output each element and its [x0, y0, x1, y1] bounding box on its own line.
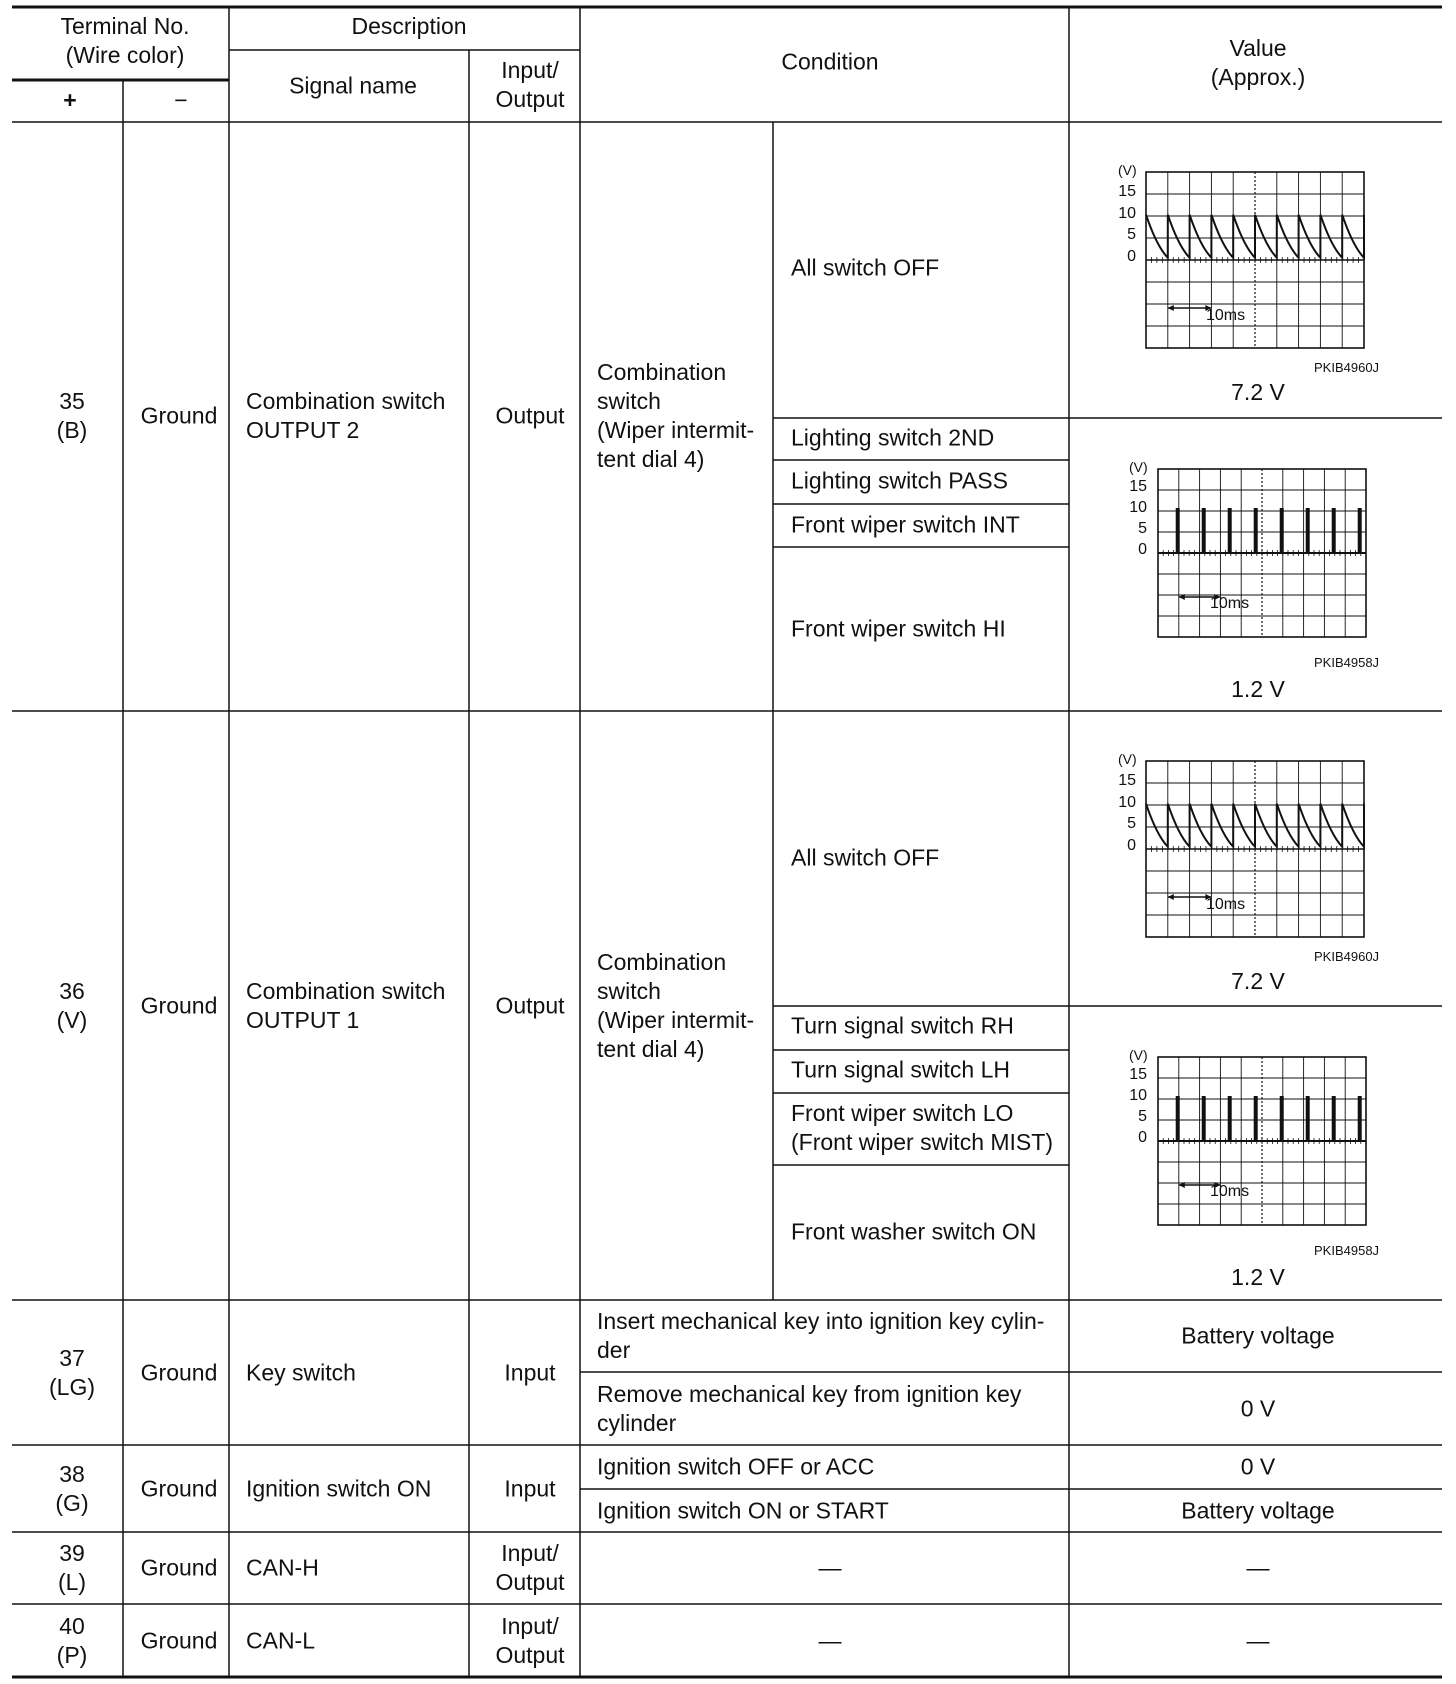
sub-35-lighting-2nd: Lighting switch 2ND — [791, 424, 995, 451]
waveform-tick: 10 — [1118, 205, 1136, 222]
io-37: Input — [504, 1359, 556, 1386]
waveform-code: PKIB4958J — [1314, 1243, 1380, 1258]
waveform-tick: 0 — [1138, 541, 1147, 558]
waveform-tick: 0 — [1127, 248, 1136, 265]
signal-36: Combination switch OUTPUT 1 — [246, 978, 446, 1033]
condition-37-insert: Insert mechanical key into ignition key cylin- der — [597, 1308, 1045, 1363]
sub-35-wiper-int: Front wiper switch INT — [791, 511, 1020, 538]
ground-37: Ground — [140, 1359, 218, 1386]
io-38: Input — [504, 1475, 556, 1502]
waveform-period: 10ms — [1206, 896, 1246, 913]
header-input-output: Input/ Output — [495, 57, 565, 112]
waveform-period: 10ms — [1210, 1183, 1250, 1200]
io-36: Output — [495, 992, 565, 1019]
terminal-38: 38 (G) — [55, 1461, 89, 1516]
ground-35: Ground — [140, 402, 218, 429]
waveform-tick: 0 — [1138, 1129, 1147, 1146]
condition-38-off: Ignition switch OFF or ACC — [597, 1453, 875, 1480]
value-38-off: 0 V — [1240, 1453, 1276, 1480]
sub-36-turn-lh: Turn signal switch LH — [791, 1056, 1011, 1083]
sub-35-lighting-pass: Lighting switch PASS — [791, 467, 1008, 494]
waveform-value: 1.2 V — [1231, 676, 1285, 702]
waveform-code: PKIB4960J — [1314, 949, 1380, 964]
waveform-code: PKIB4958J — [1314, 655, 1380, 670]
signal-37: Key switch — [246, 1359, 356, 1386]
waveform-unit: (V) — [1118, 162, 1137, 178]
signal-38: Ignition switch ON — [246, 1475, 432, 1502]
io-39: Input/ Output — [495, 1540, 565, 1595]
terminal-39: 39 (L) — [57, 1540, 87, 1595]
header-terminal-no: Terminal No. (Wire color) — [60, 13, 190, 68]
waveform-value: 1.2 V — [1231, 1264, 1285, 1290]
sub-36-wiper-lo: Front wiper switch LO (Front wiper switch MIST) — [791, 1100, 1053, 1155]
waveform-grid — [1146, 761, 1364, 937]
condition-35: Combination switch (Wiper intermit- tent dial 4) — [597, 359, 755, 472]
ground-38: Ground — [140, 1475, 218, 1502]
condition-38-on: Ignition switch ON or START — [597, 1497, 889, 1524]
io-35: Output — [495, 402, 565, 429]
terminal-40: 40 (P) — [56, 1613, 88, 1668]
waveform-tick: 5 — [1127, 815, 1136, 832]
waveform-tick: 5 — [1138, 520, 1147, 537]
sub-36-turn-rh: Turn signal switch RH — [791, 1012, 1014, 1039]
header-signal-name: Signal name — [289, 72, 417, 99]
waveform-unit: (V) — [1129, 459, 1148, 475]
waveform-unit: (V) — [1129, 1047, 1148, 1063]
header-value: Value (Approx.) — [1210, 35, 1306, 90]
waveform-trace — [1146, 215, 1364, 258]
waveform-period: 10ms — [1206, 307, 1246, 324]
waveform-period: 10ms — [1210, 595, 1250, 612]
value-37-remove: 0 V — [1240, 1395, 1276, 1422]
waveform-tick: 10 — [1129, 1087, 1147, 1104]
header-plus: + — [63, 87, 77, 113]
signal-39: CAN-H — [246, 1554, 319, 1581]
value-40: — — [1246, 1627, 1270, 1654]
io-40: Input/ Output — [495, 1613, 565, 1668]
waveform-value: 7.2 V — [1231, 968, 1285, 994]
waveform-trace — [1146, 804, 1364, 847]
condition-37-remove: Remove mechanical key from ignition key cylinder — [597, 1381, 1022, 1436]
value-39: — — [1246, 1554, 1270, 1581]
ground-39: Ground — [140, 1554, 218, 1581]
ground-40: Ground — [140, 1627, 218, 1654]
waveform-code: PKIB4960J — [1314, 360, 1380, 375]
waveform-tick: 10 — [1118, 794, 1136, 811]
header-minus: − — [174, 87, 188, 113]
waveform-tick: 5 — [1138, 1108, 1147, 1125]
waveform-tick: 15 — [1129, 478, 1147, 495]
waveform-tick: 15 — [1118, 772, 1136, 789]
terminal-36: 36 (V) — [56, 978, 88, 1033]
sub-35-wiper-hi: Front wiper switch HI — [791, 615, 1006, 642]
waveform-tick: 15 — [1129, 1066, 1147, 1083]
signal-40: CAN-L — [246, 1627, 316, 1654]
terminal-35: 35 (B) — [56, 388, 88, 443]
terminal-37: 37 (LG) — [49, 1345, 95, 1400]
sub-36-all-off: All switch OFF — [791, 844, 940, 871]
value-37-insert: Battery voltage — [1181, 1322, 1335, 1349]
waveform-tick: 15 — [1118, 183, 1136, 200]
ground-36: Ground — [140, 992, 218, 1019]
condition-36: Combination switch (Wiper intermit- tent dial 4) — [597, 949, 755, 1062]
header-description: Description — [351, 13, 467, 39]
sub-36-washer-on: Front washer switch ON — [791, 1218, 1037, 1245]
waveform-tick: 5 — [1127, 226, 1136, 243]
waveform-grid — [1146, 172, 1364, 348]
header-condition: Condition — [781, 48, 879, 75]
value-38-on: Battery voltage — [1181, 1497, 1335, 1524]
waveform-unit: (V) — [1118, 751, 1137, 767]
signal-35: Combination switch OUTPUT 2 — [246, 388, 446, 443]
waveform-tick: 10 — [1129, 499, 1147, 516]
waveform-tick: 0 — [1127, 837, 1136, 854]
sub-35-all-off: All switch OFF — [791, 254, 940, 281]
waveform-value: 7.2 V — [1231, 379, 1285, 405]
condition-39: — — [818, 1554, 842, 1581]
condition-40: — — [818, 1627, 842, 1654]
